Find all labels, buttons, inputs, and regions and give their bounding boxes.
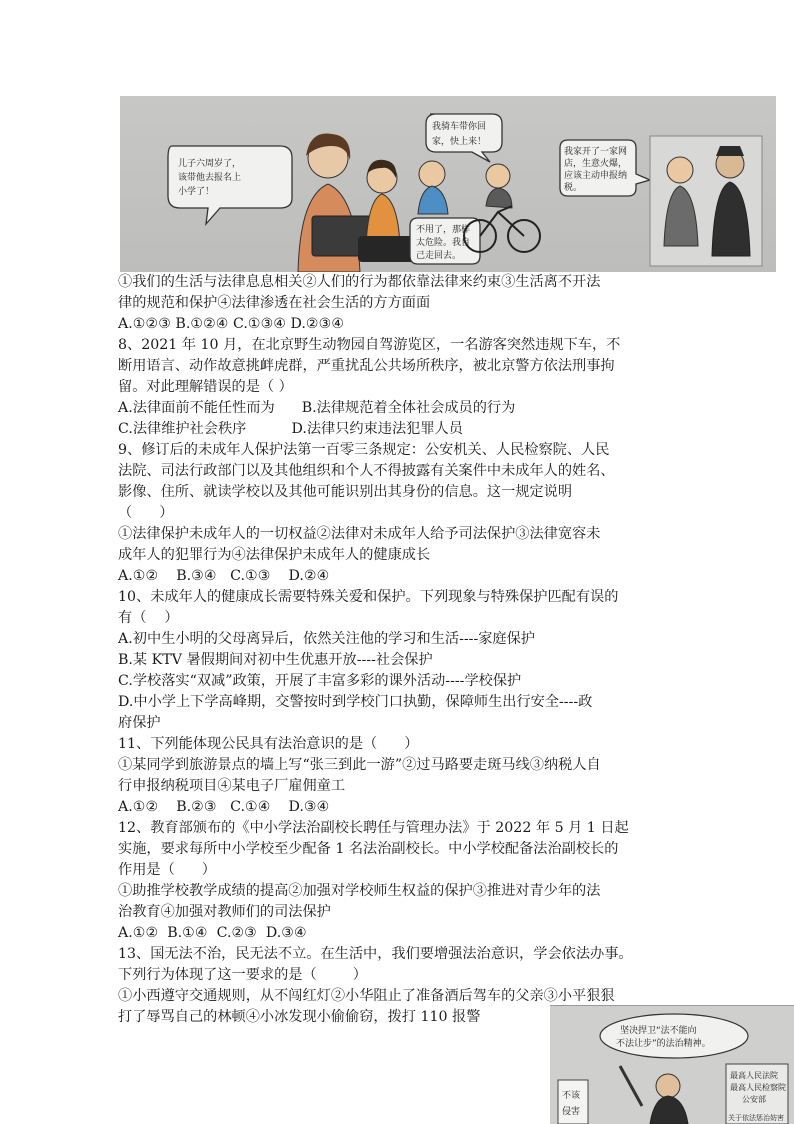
tax-scene — [560, 136, 762, 266]
text-line: 实施，要求每所中小学校至少配备 1 名法治副校长。中小学校配备法治副校长的 — [118, 841, 619, 857]
board-bottom-text: 关于依法惩治妨害 — [728, 1114, 784, 1122]
text-line: C.学校落实“双减”政策，开展了丰富多彩的课外活动----学校保护 — [118, 673, 522, 689]
bubble-left-line-3: 小学了！ — [178, 187, 215, 197]
bubble-mid-bottom-line-3: 己走回去。 — [416, 251, 462, 261]
left-sign-line-2: 侵害 — [562, 1107, 581, 1117]
bubble-mid-bottom-line-2: 太危险。我自 — [416, 238, 471, 248]
bubble-left-line-1: 儿子六周岁了， — [178, 159, 242, 169]
text-line: ①助推学校教学成绩的提高②加强对学校师生权益的保护③推进对青少年的法 — [118, 883, 601, 899]
left-sign-line-1: 不该 — [562, 1091, 581, 1101]
text-line: ①我们的生活与法律息息相关②人们的行为都依靠法律来约束③生活离不开法 — [118, 274, 601, 290]
board-line-2: 最高人民检察院 — [730, 1083, 786, 1092]
bubble-left-line-2: 该带他去报名上 — [178, 173, 242, 183]
board-line-3: 公安部 — [742, 1095, 766, 1104]
text-line: 8、2021 年 10 月，在北京野生动物园自驾游览区，一名游客突然违规下车，不 — [118, 337, 621, 353]
bubble-right-line-2: 店，生意火爆， — [564, 159, 628, 169]
text-line: 作用是（ ） — [118, 862, 216, 878]
bicycle-scene — [410, 114, 540, 264]
bubble-right-line-4: 税。 — [564, 183, 583, 193]
bubble-right-line-1: 我家开了一家网 — [564, 147, 628, 157]
text-line: 有（ ） — [118, 610, 179, 626]
text-line: 10、未成年人的健康成长需要特殊关爱和保护。下列现象与特殊保护匹配有误的 — [118, 589, 619, 605]
text-line: 成年人的犯罪行为④法律保护未成年人的健康成长 — [118, 547, 431, 563]
text-line: 留。对此理解错误的是（ ） — [118, 379, 293, 395]
text-line: A.法律面前不能任性而为 B.法律规范着全体社会成员的行为 — [118, 400, 516, 416]
text-line: C.法律维护社会秩序 D.法律只约束违法犯罪人员 — [118, 421, 463, 437]
text-line: A.①② B.③④ C.①③ D.②④ — [118, 568, 330, 584]
text-line: 法院、司法行政部门以及其他组织和个人不得披露有关案件中未成年人的姓名、 — [118, 463, 615, 479]
text-line: 治教育④加强对教师们的司法保护 — [118, 904, 331, 920]
text-line: 律的规范和保护④法律渗透在社会生活的方方面面 — [118, 295, 431, 311]
text-line: D.中小学上下学高峰期，交警按时到学校门口执勤，保障师生出行安全----政 — [118, 694, 593, 710]
text-line: 13、国无法不治，民无法不立。在生活中，我们要增强法治意识，学会依法办事。 — [118, 946, 633, 962]
text-line: 打了辱骂自己的林顿④小冰发现小偷偷窃，拨打 110 报警 — [118, 1009, 481, 1025]
question-text — [118, 272, 678, 1028]
bottom-bubble-line-2: 不法让步”的法治精神。 — [616, 1039, 711, 1049]
bubble-mid-top-line-2: 家，快上来！ — [432, 137, 487, 147]
top-illustration — [120, 96, 776, 272]
text-line: B.某 KTV 暑假期间对初中生优惠开放----社会保护 — [118, 652, 433, 668]
text-line: A.①② B.①④ C.②③ D.③④ — [118, 925, 307, 941]
text-line: 影像、住所、就读学校以及其他可能识别出其身份的信息。这一规定说明 — [118, 484, 573, 500]
text-line: （ ） — [118, 505, 174, 521]
text-line: A.①② B.②③ C.①④ D.③④ — [118, 799, 330, 815]
text-line: 下列行为体现了这一要求的是（ ） — [118, 967, 367, 983]
board-line-1: 最高人民法院 — [730, 1071, 778, 1080]
bottom-illustration — [550, 1005, 794, 1124]
speech-bubble — [600, 1014, 748, 1058]
text-line: 12、教育部颁布的《中小学法治副校长聘任与管理办法》于 2022 年 5 月 1 日起 — [118, 820, 629, 836]
text-line: A.初中生小明的父母离异后，依然关注他的学习和生活----家庭保护 — [118, 631, 535, 647]
text-line: 断用语言、动作故意挑衅虎群，严重扰乱公共场所秩序，被北京警方依法刑事拘 — [118, 358, 615, 374]
text-line: 行申报纳税项目④某电子厂雇佣童工 — [118, 778, 346, 794]
text-line: ①法律保护未成年人的一切权益②法律对未成年人给予司法保护③法律宽容未 — [118, 526, 601, 542]
text-line: 11、下列能体现公民具有法治意识的是（ ） — [118, 736, 419, 752]
bubble-mid-bottom-line-1: 不用了，那样 — [416, 225, 471, 235]
bubble-mid-top-line-1: 我骑车带你回 — [432, 122, 487, 132]
bottom-bubble-line-1: 坚决捍卫“法不能向 — [620, 1026, 697, 1036]
bubble-right-line-3: 应该主动申报纳 — [564, 171, 628, 181]
text-line: A.①②③ B.①②④ C.①③④ D.②③④ — [118, 316, 345, 332]
text-line: 府保护 — [118, 715, 161, 731]
left-sign — [558, 1080, 588, 1124]
text-line: ①小西遵守交通规则，从不闯红灯②小华阻止了准备酒后驾车的父亲③小平狠狠 — [118, 988, 615, 1004]
mother-child-scene — [168, 133, 418, 272]
text-line: 9、修订后的未成年人保护法第一百零三条规定：公安机关、人民检察院、人民 — [118, 442, 610, 458]
text-line: ①某同学到旅游景点的墙上写“张三到此一游”②过马路要走斑马线③纳税人自 — [118, 757, 601, 773]
